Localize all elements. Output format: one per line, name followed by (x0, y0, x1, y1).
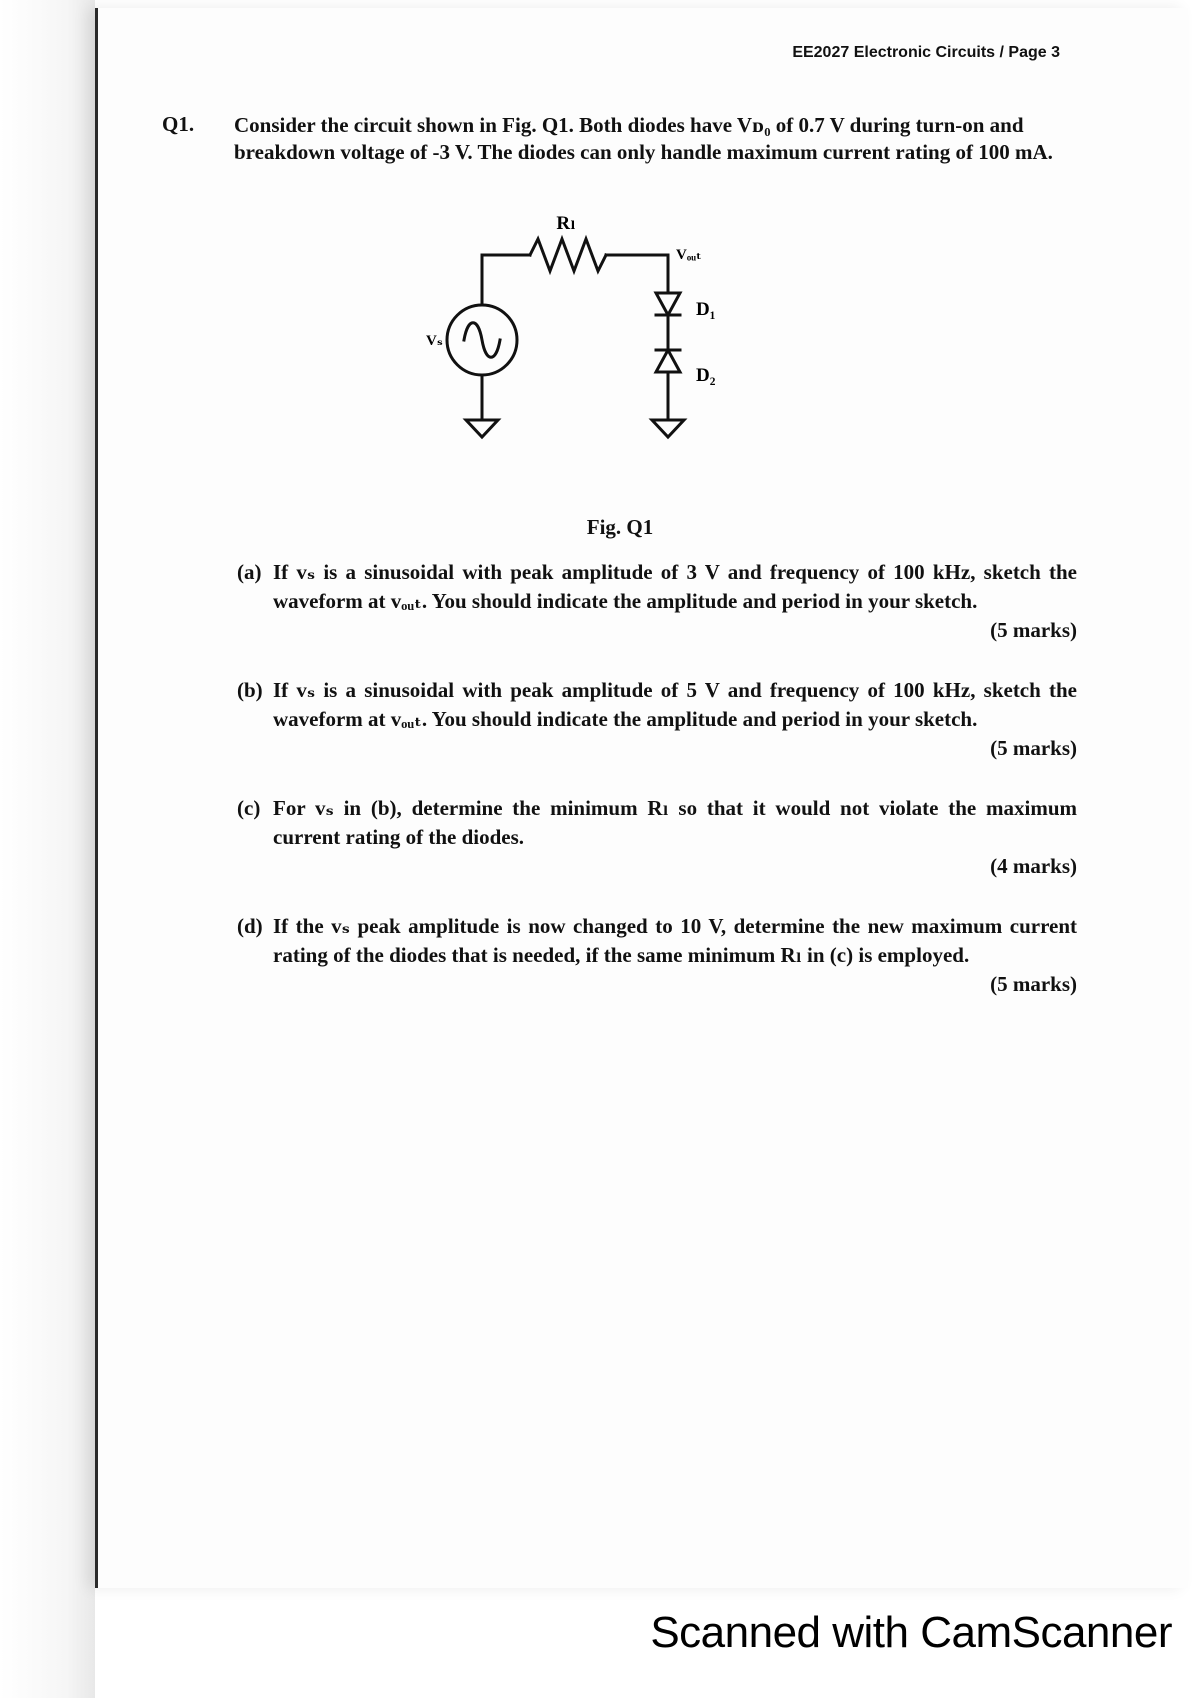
wire-right-top (606, 255, 668, 293)
diode1-label: D₁ (696, 299, 716, 320)
circuit-svg (420, 215, 800, 495)
resistor-symbol (530, 239, 606, 271)
question-part-b (237, 676, 1077, 763)
part-marks: (5 marks) (990, 736, 1077, 760)
resistor-label: Rₗ (556, 215, 576, 234)
diode-d2-symbol (656, 350, 680, 372)
page-header: EE2027 Electronic Circuits / Page 3 (792, 44, 1060, 61)
diode-d1-symbol (656, 293, 680, 315)
circuit-diagram (420, 215, 800, 495)
part-letter: (a) (237, 560, 262, 584)
part-marks: (4 marks) (990, 854, 1077, 878)
part-text: For vₛ in (b), determine the minimum Rₗ so that it would not violate the maximum current rating of the diodes. (273, 796, 1077, 849)
part-letter: (b) (237, 678, 263, 702)
question-stem: Consider the circuit shown in Fig. Q1. Both diodes have Vᴅ₀ of 0.7 V during turn-on and breakdown voltage of -3 V. The diodes can only handle maximum current rating of 100 mA. (234, 113, 1053, 164)
source-label: Vₛ (426, 333, 443, 349)
figure-caption: Fig. Q1 (586, 515, 654, 539)
part-letter: (d) (237, 914, 263, 938)
scanner-watermark: Scanned with CamScanner (650, 1608, 1172, 1657)
part-text: If vₛ is a sinusoidal with peak amplitude of 3 V and frequency of 100 kHz, sketch the waveform at vₒᵤₜ. You should indicate the amplitude and period in your sketch. (273, 560, 1077, 613)
ground-left-symbol (466, 420, 498, 437)
question-number: Q1. (162, 112, 195, 136)
output-label: Vₒᵤₜ (676, 247, 702, 263)
part-text: If vₛ is a sinusoidal with peak amplitude of 5 V and frequency of 100 kHz, sketch the waveform at vₒᵤₜ. You should indicate the amplitude and period in your sketch. (273, 678, 1077, 731)
question-part-a (237, 558, 1077, 645)
question-part-d (237, 912, 1077, 999)
wire-left-top (482, 255, 530, 305)
part-letter: (c) (237, 796, 261, 820)
diode2-label: D₂ (696, 365, 716, 386)
ground-right-symbol (652, 420, 684, 437)
page-edge-shadow (0, 0, 95, 1698)
part-marks: (5 marks) (990, 972, 1077, 996)
part-text: If the vₛ peak amplitude is now changed to 10 V, determine the new maximum current rating of the diodes that is needed, if the same minimum Rₗ in (c) is employed. (273, 914, 1077, 967)
question-part-c (237, 794, 1077, 881)
sine-symbol (464, 323, 500, 358)
part-marks: (5 marks) (990, 618, 1077, 642)
